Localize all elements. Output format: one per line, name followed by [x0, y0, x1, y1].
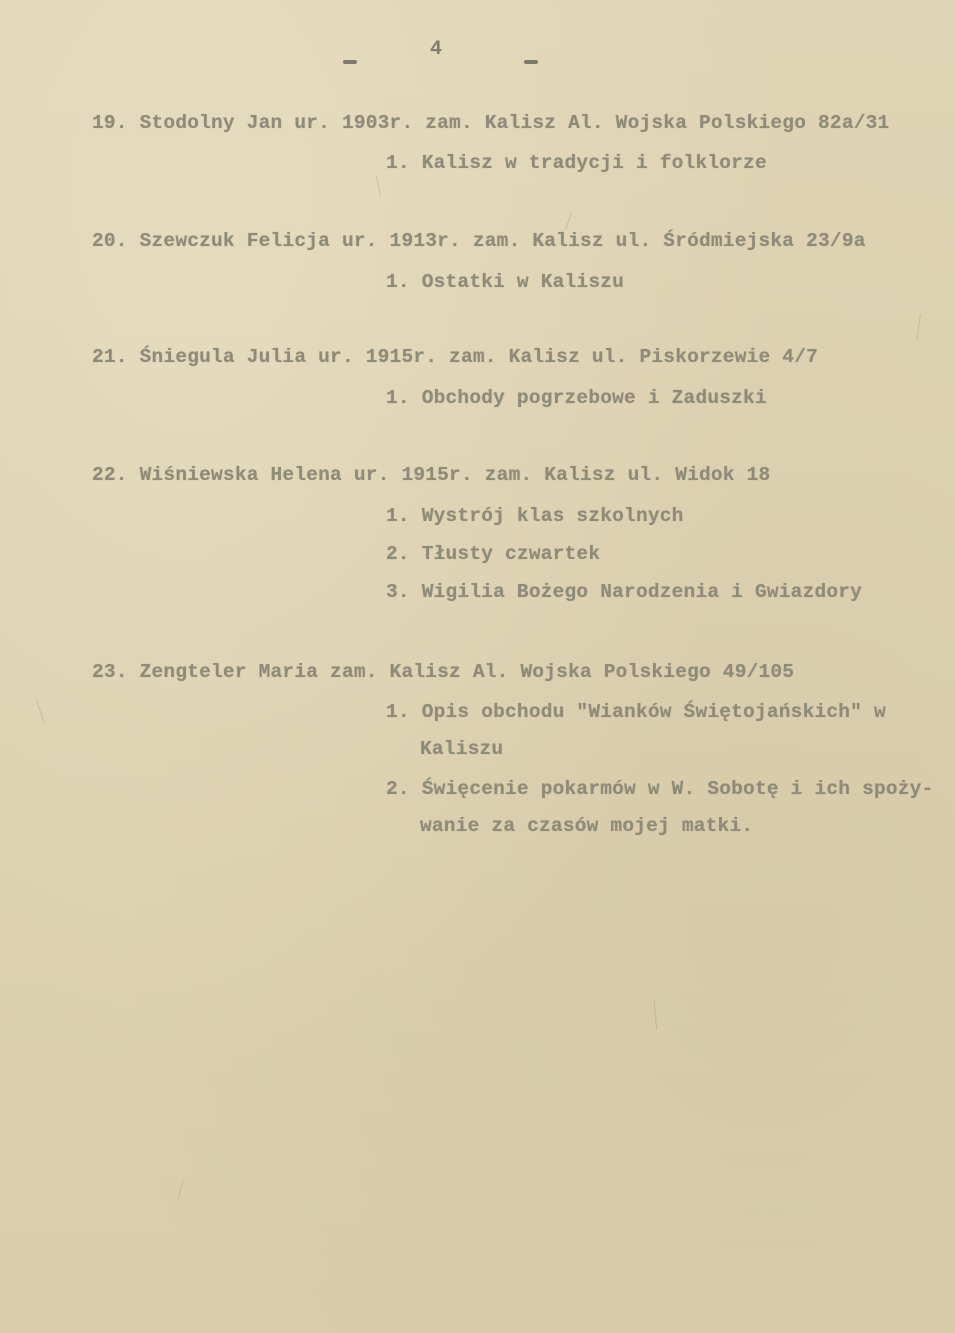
entry-item: 1. Ostatki w Kaliszu	[386, 271, 625, 293]
entry-item-continuation: Kaliszu	[420, 738, 504, 760]
page-number: 4	[430, 38, 443, 61]
entry-header: 20. Szewczuk Felicja ur. 1913r. zam. Kalisz ul. Śródmiejska 23/9a	[92, 230, 866, 252]
page-number-left-dash	[343, 60, 357, 64]
paper-fiber	[654, 1000, 658, 1030]
entry-header: 22. Wiśniewska Helena ur. 1915r. zam. Kalisz ul. Widok 18	[92, 464, 771, 486]
page-number-header	[0, 38, 955, 68]
entry-item: 1. Opis obchodu "Wianków Świętojańskich" w	[386, 701, 886, 723]
entry-item: 2. Tłusty czwartek	[386, 543, 601, 565]
paper-fiber	[177, 1180, 183, 1200]
entry-item: 1. Kalisz w tradycji i folklorze	[386, 152, 767, 174]
paper-fiber	[565, 212, 572, 229]
entry-item: 3. Wigilia Bożego Narodzenia i Gwiazdory	[386, 581, 863, 603]
entry-header: 23. Zengteler Maria zam. Kalisz Al. Wojska Polskiego 49/105	[92, 661, 795, 683]
entry-item: 1. Wystrój klas szkolnych	[386, 505, 684, 527]
paper-fiber	[376, 175, 382, 197]
entry-header: 19. Stodolny Jan ur. 1903r. zam. Kalisz Al. Wojska Polskiego 82a/31	[92, 112, 890, 134]
paper-fiber	[916, 315, 921, 341]
entry-header: 21. Śniegula Julia ur. 1915r. zam. Kalisz ul. Piskorzewie 4/7	[92, 346, 819, 368]
entry-item-continuation: wanie za czasów mojej matki.	[420, 815, 754, 837]
entry-item: 2. Święcenie pokarmów w W. Sobotę i ich spoży-	[386, 778, 934, 800]
paper-fiber	[36, 700, 44, 723]
entry-item: 1. Obchody pogrzebowe i Zaduszki	[386, 387, 767, 409]
page-number-right-dash	[524, 60, 538, 64]
